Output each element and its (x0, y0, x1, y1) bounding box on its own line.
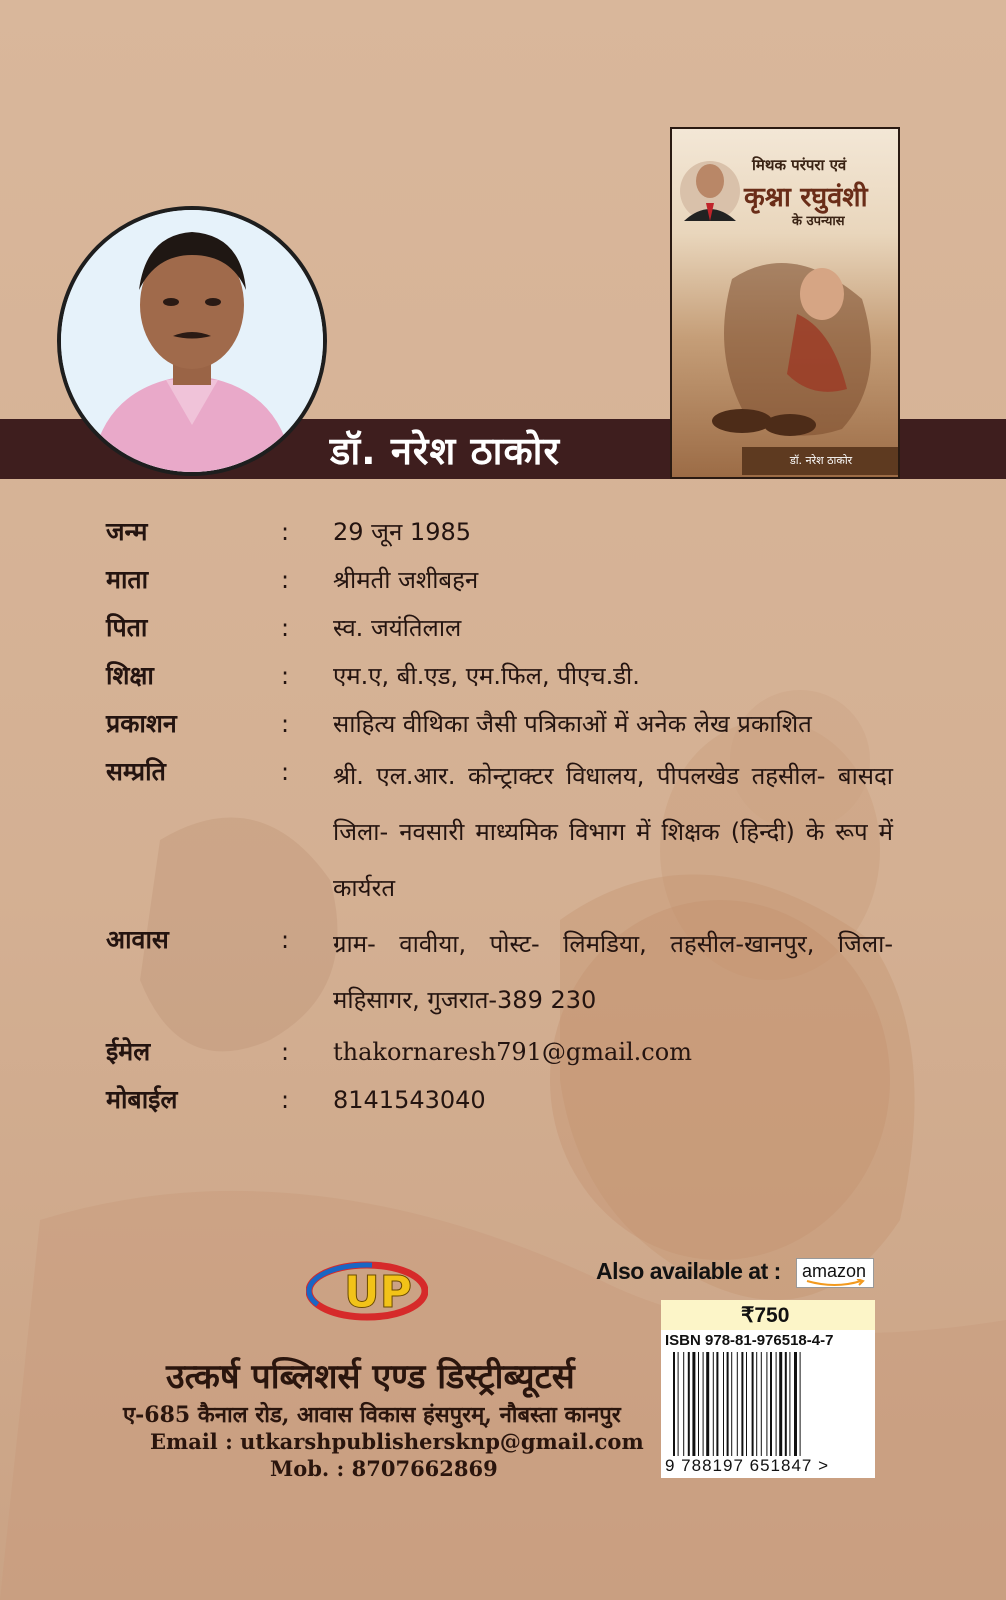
author-name: डॉ. नरेश ठाकोर (330, 429, 561, 473)
detail-row-mobile (106, 1076, 896, 1124)
detail-value: एम.ए, बी.एड, एम.फिल, पीएच.डी. (333, 662, 640, 690)
ean-number: 9 788197 651847 > (665, 1456, 830, 1475)
detail-colon: : (281, 710, 290, 738)
detail-label: मोबाईल (106, 1085, 178, 1114)
amazon-logo (796, 1258, 874, 1288)
detail-value: श्रीमती जशीबहन (333, 566, 479, 594)
detail-value: ग्राम- वावीया, पोस्ट- लिमडिया, तहसील-खानपुर, जिला- महिसागर, गुजरात-389 230 (333, 930, 893, 1014)
detail-label: आवास (106, 925, 169, 954)
detail-colon: : (281, 1086, 290, 1114)
detail-row-birth (106, 508, 896, 556)
detail-value-email: thakornaresh791@gmail.com (333, 1038, 692, 1066)
detail-colon: : (281, 1038, 290, 1066)
publisher-name: उत्कर्ष पब्लिशर्स एण्ड डिस्ट्रीब्यूटर्स (166, 1357, 575, 1397)
detail-label: ईमेल (106, 1037, 151, 1066)
detail-value: 29 जून 1985 (333, 518, 472, 546)
publisher-mobile: Mob. : 8707662869 (270, 1456, 498, 1481)
publisher-address: ए-685 कैनाल रोड, आवास विकास हंसपुरम्, नौबस्ता कानपुर (123, 1402, 621, 1428)
detail-label: जन्म (106, 517, 148, 546)
book-title-line2: कृश्ना रघुवंशी (744, 182, 868, 213)
detail-colon: : (281, 566, 290, 594)
detail-colon: : (281, 926, 290, 954)
detail-label: माता (106, 565, 149, 594)
publisher-email: Email : utkarshpublishersknp@gmail.com (150, 1429, 644, 1454)
author-photo (57, 206, 327, 476)
detail-colon: : (281, 518, 290, 546)
detail-label: शिक्षा (106, 661, 154, 690)
book-title-line3: के उपन्यास (792, 214, 845, 229)
detail-row-residence (106, 916, 896, 1028)
detail-value: 8141543040 (333, 1086, 486, 1114)
publisher-logo-icon (306, 1255, 428, 1325)
book-cover-thumbnail (670, 127, 900, 479)
amazon-smile-icon (805, 1279, 867, 1288)
detail-row-current-position (106, 748, 896, 916)
detail-label: प्रकाशन (106, 709, 177, 738)
detail-label: पिता (106, 613, 148, 642)
detail-row-mother (106, 556, 896, 604)
barcode-icon (671, 1352, 867, 1456)
detail-colon: : (281, 758, 290, 786)
detail-row-father (106, 604, 896, 652)
detail-value: श्री. एल.आर. कोन्ट्राक्टर विधालय, पीपलखेड तहसील- बासदा जिला- नवसारी माध्यमिक विभाग में शिक्षक (हिन्दी) के रूप में कार्यरत (333, 762, 893, 902)
detail-colon: : (281, 614, 290, 642)
detail-value: साहित्य वीथिका जैसी पत्रिकाओं में अनेक लेख प्रकाशित (333, 710, 812, 738)
book-title-line1: मिथक परंपरा एवं (752, 156, 847, 174)
detail-row-publication (106, 700, 896, 748)
amazon-logo-text: amazon (802, 1261, 867, 1281)
author-details (106, 508, 896, 1124)
detail-colon: : (281, 662, 290, 690)
detail-row-education (106, 652, 896, 700)
detail-row-email (106, 1028, 896, 1076)
detail-value: स्व. जयंतिलाल (333, 614, 462, 642)
publisher-logo-text: UP (344, 1267, 412, 1318)
isbn-label: ISBN 978-81-976518-4-7 (665, 1332, 834, 1349)
barcode-block (661, 1300, 875, 1478)
availability-text: Also available at : (596, 1258, 781, 1284)
price-label: ₹750 (741, 1304, 790, 1327)
book-cover-author: डॉ. नरेश ठाकोर (742, 447, 900, 475)
detail-label: सम्प्रति (106, 757, 166, 786)
